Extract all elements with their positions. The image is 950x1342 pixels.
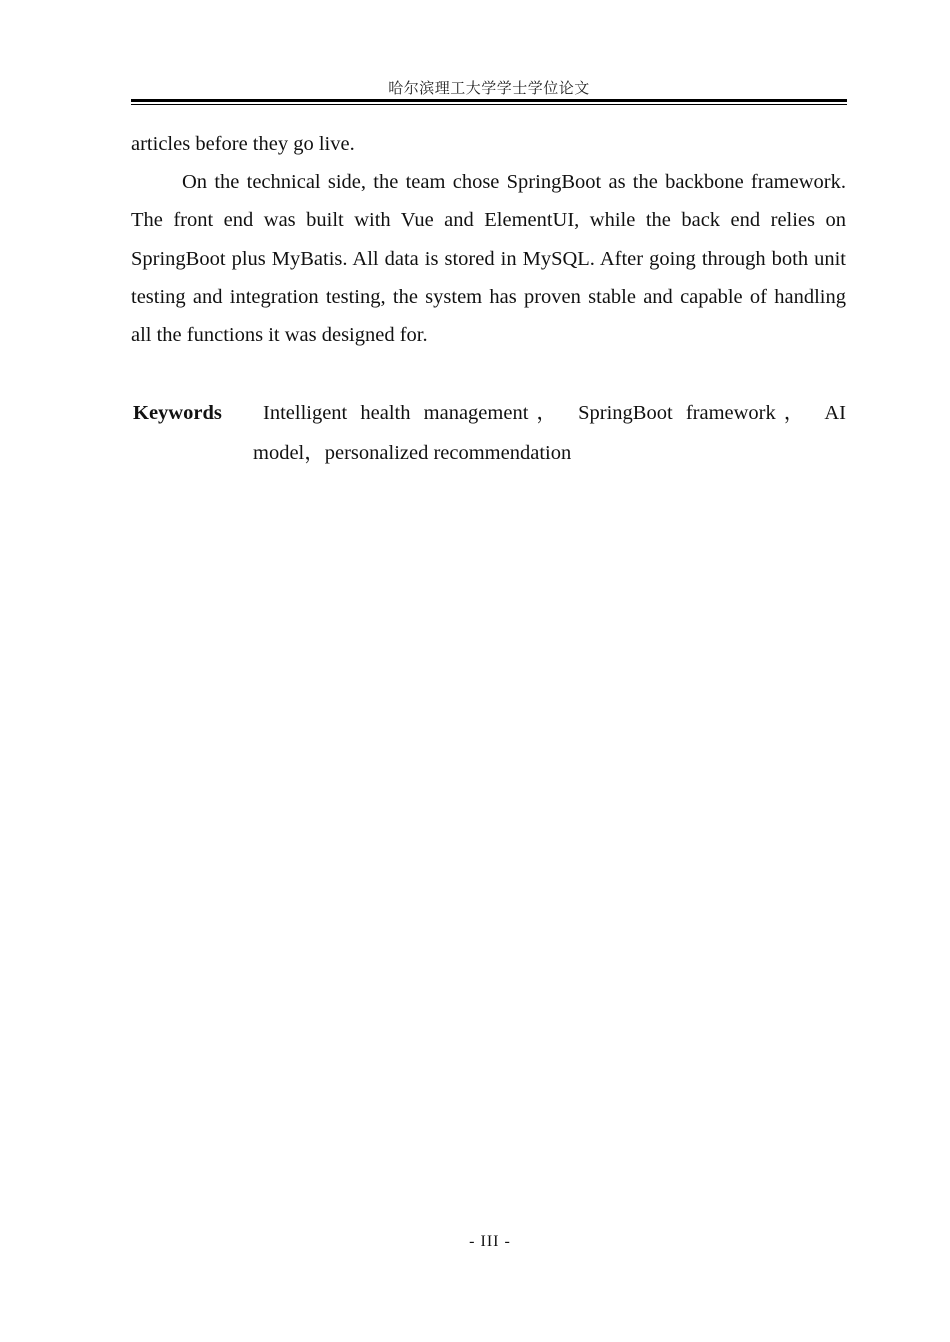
paragraph-continued: articles before they go live.	[131, 133, 355, 155]
paragraph-technical: On the technical side, the team chose SpringBoot as the backbone framework. The front end was built with Vue and ElementUI, while the back end relies on SpringBoot plus MyBatis. All data is stored in MySQL. After going through both unit testing and integration testing, the system has proven stable and capable of handling all the functions it was designed for.	[131, 171, 846, 347]
header-rule-thick	[131, 99, 847, 102]
keywords-line-1: Intelligent health management， SpringBoot framework， AI	[263, 402, 846, 424]
keywords-label: Keywords	[133, 402, 222, 424]
keywords-list	[253, 393, 846, 473]
keywords-section	[131, 393, 846, 473]
running-header-title: 哈尔滨理工大学学士学位论文	[388, 79, 590, 97]
header-rule-thin	[131, 104, 847, 105]
page-number: - III -	[469, 1233, 511, 1250]
abstract-body	[131, 125, 846, 354]
keywords-line-2: model，personalized recommendation	[253, 442, 572, 464]
